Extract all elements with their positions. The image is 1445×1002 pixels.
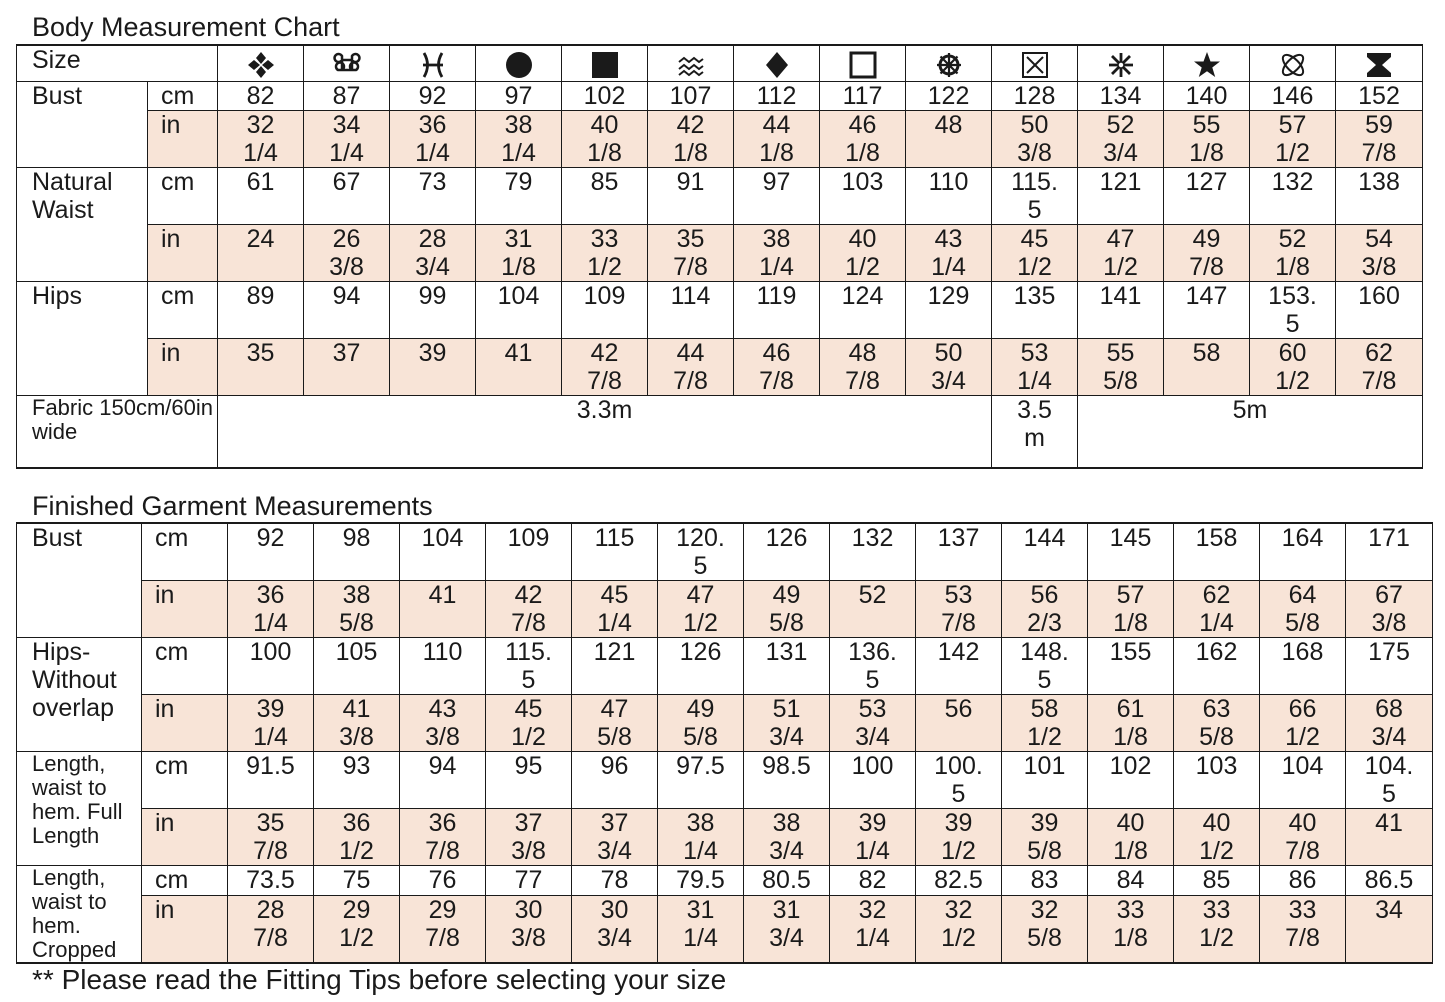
value-cell: 110 <box>400 638 486 695</box>
value-cell: 80.5 <box>744 866 830 896</box>
garment-measure-row <box>17 695 1433 752</box>
value-cell: 35 <box>218 339 304 396</box>
value-cell: 30 3/4 <box>572 895 658 963</box>
garment-measure-row <box>17 581 1433 638</box>
value-cell: 33 1/2 <box>562 225 648 282</box>
command-icon <box>304 45 390 82</box>
unit-cell: in <box>148 225 218 282</box>
value-cell: 26 3/8 <box>304 225 390 282</box>
value-cell: 47 1/2 <box>658 581 744 638</box>
value-cell: 82 <box>218 82 304 111</box>
garment-measure-row <box>17 638 1433 695</box>
value-cell: 115. 5 <box>992 168 1078 225</box>
garment-measure-row <box>17 866 1433 896</box>
value-cell: 35 7/8 <box>228 809 314 866</box>
measurement-label: Natural Waist <box>17 168 148 282</box>
value-cell: 38 5/8 <box>314 581 400 638</box>
value-cell: 103 <box>1174 752 1260 809</box>
value-cell: 40 1/2 <box>1174 809 1260 866</box>
measurement-label: Hips <box>17 282 148 396</box>
value-cell: 99 <box>390 282 476 339</box>
value-cell: 98.5 <box>744 752 830 809</box>
fabric-amount: 5m <box>1078 396 1423 468</box>
value-cell: 43 1/4 <box>906 225 992 282</box>
value-cell: 42 1/8 <box>648 111 734 168</box>
fabric-label: Fabric 150cm/60in wide <box>17 396 218 468</box>
value-cell: 36 1/4 <box>228 581 314 638</box>
value-cell: 107 <box>648 82 734 111</box>
value-cell: 121 <box>572 638 658 695</box>
value-cell: 85 <box>562 168 648 225</box>
value-cell: 37 <box>304 339 390 396</box>
value-cell: 87 <box>304 82 390 111</box>
value-cell: 145 <box>1088 523 1174 581</box>
unit-cell: in <box>142 809 228 866</box>
value-cell: 117 <box>820 82 906 111</box>
value-cell: 85 <box>1174 866 1260 896</box>
value-cell: 158 <box>1174 523 1260 581</box>
value-cell: 112 <box>734 82 820 111</box>
value-cell: 78 <box>572 866 658 896</box>
value-cell: 41 <box>476 339 562 396</box>
value-cell: 45 1/4 <box>572 581 658 638</box>
value-cell: 35 7/8 <box>648 225 734 282</box>
value-cell: 140 <box>1164 82 1250 111</box>
value-cell: 137 <box>916 523 1002 581</box>
value-cell: 29 7/8 <box>400 895 486 963</box>
value-cell: 147 <box>1164 282 1250 339</box>
value-cell: 38 1/4 <box>476 111 562 168</box>
body-measure-row <box>17 225 1423 282</box>
value-cell: 53 3/4 <box>830 695 916 752</box>
value-cell: 51 3/4 <box>744 695 830 752</box>
black-circle-icon <box>476 45 562 82</box>
value-cell: 33 1/8 <box>1088 895 1174 963</box>
value-cell: 135 <box>992 282 1078 339</box>
value-cell: 60 1/2 <box>1250 339 1336 396</box>
value-cell: 100 <box>830 752 916 809</box>
value-cell: 50 3/8 <box>992 111 1078 168</box>
value-cell: 97 <box>476 82 562 111</box>
white-square-icon <box>820 45 906 82</box>
value-cell: 128 <box>992 82 1078 111</box>
value-cell: 136. 5 <box>830 638 916 695</box>
value-cell: 86 <box>1260 866 1346 896</box>
value-cell: 31 3/4 <box>744 895 830 963</box>
value-cell: 102 <box>562 82 648 111</box>
value-cell: 31 1/4 <box>658 895 744 963</box>
fabric-amount: 3.5 m <box>992 396 1078 468</box>
value-cell: 53 7/8 <box>916 581 1002 638</box>
unit-cell: cm <box>148 82 218 111</box>
size-header-row <box>17 45 1423 82</box>
star-icon <box>1164 45 1250 82</box>
value-cell: 46 7/8 <box>734 339 820 396</box>
unit-cell: cm <box>148 282 218 339</box>
value-cell: 132 <box>830 523 916 581</box>
asterisk-icon <box>1078 45 1164 82</box>
value-cell: 61 <box>218 168 304 225</box>
value-cell: 162 <box>1174 638 1260 695</box>
measurement-label: Hips- Without overlap <box>17 638 142 752</box>
value-cell: 54 3/8 <box>1336 225 1423 282</box>
pisces-icon <box>390 45 476 82</box>
value-cell: 30 3/8 <box>486 895 572 963</box>
value-cell: 138 <box>1336 168 1423 225</box>
value-cell: 50 3/4 <box>906 339 992 396</box>
fabric-row <box>17 396 1423 468</box>
value-cell: 48 7/8 <box>820 339 906 396</box>
value-cell: 53 1/4 <box>992 339 1078 396</box>
value-cell: 160 <box>1336 282 1423 339</box>
value-cell: 46 1/8 <box>820 111 906 168</box>
value-cell: 57 1/2 <box>1250 111 1336 168</box>
value-cell: 52 <box>830 581 916 638</box>
value-cell: 55 1/8 <box>1164 111 1250 168</box>
body-measure-row <box>17 282 1423 339</box>
value-cell: 38 1/4 <box>734 225 820 282</box>
atom-icon <box>1250 45 1336 82</box>
value-cell: 103 <box>820 168 906 225</box>
value-cell: 32 1/2 <box>916 895 1002 963</box>
value-cell: 55 5/8 <box>1078 339 1164 396</box>
garment-measure-row <box>17 895 1433 963</box>
value-cell: 41 <box>400 581 486 638</box>
value-cell: 67 3/8 <box>1346 581 1433 638</box>
value-cell: 66 1/2 <box>1260 695 1346 752</box>
garment-measure-row <box>17 523 1433 581</box>
unit-cell: in <box>142 695 228 752</box>
value-cell: 86.5 <box>1346 866 1433 896</box>
value-cell: 59 7/8 <box>1336 111 1423 168</box>
value-cell: 37 3/8 <box>486 809 572 866</box>
value-cell: 102 <box>1088 752 1174 809</box>
value-cell: 94 <box>304 282 390 339</box>
value-cell: 42 7/8 <box>562 339 648 396</box>
value-cell: 39 1/4 <box>228 695 314 752</box>
value-cell: 175 <box>1346 638 1433 695</box>
value-cell: 48 <box>906 111 992 168</box>
value-cell: 155 <box>1088 638 1174 695</box>
value-cell: 104 <box>1260 752 1346 809</box>
value-cell: 148. 5 <box>1002 638 1088 695</box>
value-cell: 91.5 <box>228 752 314 809</box>
garment-measure-row <box>17 752 1433 809</box>
value-cell: 40 1/2 <box>820 225 906 282</box>
value-cell: 141 <box>1078 282 1164 339</box>
value-cell: 36 7/8 <box>400 809 486 866</box>
value-cell: 39 5/8 <box>1002 809 1088 866</box>
value-cell: 40 7/8 <box>1260 809 1346 866</box>
value-cell: 83 <box>1002 866 1088 896</box>
value-cell: 49 7/8 <box>1164 225 1250 282</box>
value-cell: 95 <box>486 752 572 809</box>
unit-cell: cm <box>142 523 228 581</box>
value-cell: 92 <box>390 82 476 111</box>
value-cell: 126 <box>658 638 744 695</box>
value-cell: 120. 5 <box>658 523 744 581</box>
unit-cell: cm <box>142 752 228 809</box>
value-cell: 44 1/8 <box>734 111 820 168</box>
fitting-tips-footnote: ** Please read the Fitting Tips before selecting your size <box>32 964 727 995</box>
unit-cell: in <box>142 895 228 963</box>
value-cell: 56 2/3 <box>1002 581 1088 638</box>
value-cell: 61 1/8 <box>1088 695 1174 752</box>
value-cell: 40 1/8 <box>1088 809 1174 866</box>
value-cell: 132 <box>1250 168 1336 225</box>
wheel-icon <box>906 45 992 82</box>
value-cell: 84 <box>1088 866 1174 896</box>
value-cell: 79.5 <box>658 866 744 896</box>
hourglass-icon <box>1336 45 1423 82</box>
value-cell: 131 <box>744 638 830 695</box>
unit-cell: in <box>142 581 228 638</box>
value-cell: 62 1/4 <box>1174 581 1260 638</box>
value-cell: 40 1/8 <box>562 111 648 168</box>
value-cell: 43 3/8 <box>400 695 486 752</box>
body-measure-row <box>17 111 1423 168</box>
value-cell: 77 <box>486 866 572 896</box>
value-cell: 97.5 <box>658 752 744 809</box>
value-cell: 42 7/8 <box>486 581 572 638</box>
value-cell: 52 1/8 <box>1250 225 1336 282</box>
value-cell: 32 1/4 <box>830 895 916 963</box>
value-cell: 104 <box>476 282 562 339</box>
value-cell: 56 <box>916 695 1002 752</box>
value-cell: 82 <box>830 866 916 896</box>
value-cell: 24 <box>218 225 304 282</box>
value-cell: 93 <box>314 752 400 809</box>
value-cell: 68 3/4 <box>1346 695 1433 752</box>
measurement-label: Length, waist to hem. Cropped <box>17 866 142 964</box>
value-cell: 57 1/8 <box>1088 581 1174 638</box>
body-measure-row <box>17 168 1423 225</box>
value-cell: 39 1/2 <box>916 809 1002 866</box>
value-cell: 100. 5 <box>916 752 1002 809</box>
value-cell: 109 <box>562 282 648 339</box>
x-box-icon <box>992 45 1078 82</box>
value-cell: 115. 5 <box>486 638 572 695</box>
value-cell: 101 <box>1002 752 1088 809</box>
four-diamonds-icon <box>218 45 304 82</box>
measurement-label: Bust <box>17 82 148 168</box>
value-cell: 144 <box>1002 523 1088 581</box>
value-cell: 73.5 <box>228 866 314 896</box>
value-cell: 47 1/2 <box>1078 225 1164 282</box>
value-cell: 100 <box>228 638 314 695</box>
value-cell: 89 <box>218 282 304 339</box>
value-cell: 124 <box>820 282 906 339</box>
value-cell: 28 3/4 <box>390 225 476 282</box>
garment-measure-row <box>17 809 1433 866</box>
value-cell: 29 1/2 <box>314 895 400 963</box>
value-cell: 104 <box>400 523 486 581</box>
value-cell: 73 <box>390 168 476 225</box>
body-measurement-table <box>16 44 1423 469</box>
value-cell: 41 3/8 <box>314 695 400 752</box>
value-cell: 67 <box>304 168 390 225</box>
size-label: Size <box>17 45 218 82</box>
measurement-label: Length, waist to hem. Full Length <box>17 752 142 866</box>
value-cell: 38 1/4 <box>658 809 744 866</box>
unit-cell: in <box>148 339 218 396</box>
value-cell: 82.5 <box>916 866 1002 896</box>
value-cell: 105 <box>314 638 400 695</box>
unit-cell: cm <box>148 168 218 225</box>
value-cell: 33 7/8 <box>1260 895 1346 963</box>
value-cell: 36 1/4 <box>390 111 476 168</box>
value-cell: 126 <box>744 523 830 581</box>
value-cell: 34 1/4 <box>304 111 390 168</box>
value-cell: 153. 5 <box>1250 282 1336 339</box>
value-cell: 41 <box>1346 809 1433 866</box>
body-measure-row <box>17 82 1423 111</box>
unit-cell: cm <box>142 638 228 695</box>
body-measure-row <box>17 339 1423 396</box>
value-cell: 58 1/2 <box>1002 695 1088 752</box>
value-cell: 63 5/8 <box>1174 695 1260 752</box>
value-cell: 49 5/8 <box>658 695 744 752</box>
value-cell: 64 5/8 <box>1260 581 1346 638</box>
value-cell: 114 <box>648 282 734 339</box>
fabric-amount: 3.3m <box>218 396 992 468</box>
value-cell: 34 <box>1346 895 1433 963</box>
unit-cell: in <box>148 111 218 168</box>
value-cell: 39 1/4 <box>830 809 916 866</box>
garment-chart-title: Finished Garment Measurements <box>32 491 433 521</box>
value-cell: 152 <box>1336 82 1423 111</box>
value-cell: 37 3/4 <box>572 809 658 866</box>
value-cell: 119 <box>734 282 820 339</box>
value-cell: 33 1/2 <box>1174 895 1260 963</box>
value-cell: 92 <box>228 523 314 581</box>
value-cell: 146 <box>1250 82 1336 111</box>
value-cell: 121 <box>1078 168 1164 225</box>
value-cell: 32 1/4 <box>218 111 304 168</box>
value-cell: 134 <box>1078 82 1164 111</box>
value-cell: 109 <box>486 523 572 581</box>
value-cell: 76 <box>400 866 486 896</box>
value-cell: 36 1/2 <box>314 809 400 866</box>
value-cell: 62 7/8 <box>1336 339 1423 396</box>
value-cell: 28 7/8 <box>228 895 314 963</box>
value-cell: 52 3/4 <box>1078 111 1164 168</box>
value-cell: 104. 5 <box>1346 752 1433 809</box>
measurement-label: Bust <box>17 523 142 638</box>
value-cell: 47 5/8 <box>572 695 658 752</box>
value-cell: 168 <box>1260 638 1346 695</box>
value-cell: 127 <box>1164 168 1250 225</box>
value-cell: 129 <box>906 282 992 339</box>
value-cell: 79 <box>476 168 562 225</box>
garment-measurement-table <box>16 522 1433 964</box>
value-cell: 49 5/8 <box>744 581 830 638</box>
value-cell: 142 <box>916 638 1002 695</box>
value-cell: 32 5/8 <box>1002 895 1088 963</box>
value-cell: 171 <box>1346 523 1433 581</box>
value-cell: 96 <box>572 752 658 809</box>
body-chart-title: Body Measurement Chart <box>32 12 340 42</box>
value-cell: 44 7/8 <box>648 339 734 396</box>
value-cell: 94 <box>400 752 486 809</box>
value-cell: 91 <box>648 168 734 225</box>
value-cell: 58 <box>1164 339 1250 396</box>
unit-cell: cm <box>142 866 228 896</box>
black-square-icon <box>562 45 648 82</box>
value-cell: 122 <box>906 82 992 111</box>
value-cell: 164 <box>1260 523 1346 581</box>
black-diamond-icon <box>734 45 820 82</box>
value-cell: 115 <box>572 523 658 581</box>
value-cell: 110 <box>906 168 992 225</box>
value-cell: 38 3/4 <box>744 809 830 866</box>
value-cell: 45 1/2 <box>486 695 572 752</box>
value-cell: 45 1/2 <box>992 225 1078 282</box>
aquarius-waves-icon <box>648 45 734 82</box>
value-cell: 75 <box>314 866 400 896</box>
value-cell: 39 <box>390 339 476 396</box>
value-cell: 31 1/8 <box>476 225 562 282</box>
value-cell: 97 <box>734 168 820 225</box>
value-cell: 98 <box>314 523 400 581</box>
